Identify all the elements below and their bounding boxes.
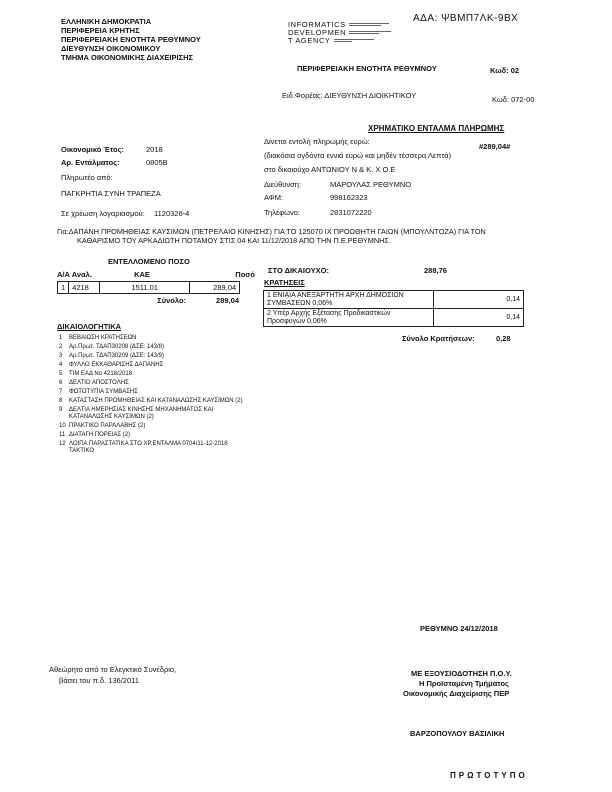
bank-name: ΠΑΓΚΡΗΤΙΑ ΣΥΝΗ ΤΡΑΠΕΖΑ: [61, 189, 161, 198]
org-line: ΕΛΛΗΝΙΚΗ ΔΗΜΟΚΡΑΤΙΑ: [61, 17, 152, 26]
purpose-line: ΚΑΘΑΡΙΣΜΟ ΤΟΥ ΑΡΚΑΔΙΩΤΗ ΠΟΤΑΜΟΥ ΣΤΙΣ 04 ΚΑΙ 11/12/2018 ΑΠΟ ΤΗΝ Π.Ε.ΡΕΘΥΜΝΗΣ.: [77, 236, 391, 245]
list-item: 5 ΤΙΜ ΕΑΔ Νο 4218/2018: [59, 371, 133, 377]
cell-kae: 1511.01: [100, 282, 190, 294]
documents-title: ΔΙΚΑΙΟΛΟΓΗΤΙΚΑ: [57, 322, 122, 331]
phone-value: 2831072220: [330, 208, 372, 217]
fiscal-year-value: 2018: [146, 145, 163, 154]
account-label: Σε χρέωση λογαριασμού:: [61, 209, 145, 218]
list-item: 4 ΦΥΛΛΟ ΕΚΚΑΘΑΡΙΣΗΣ ΔΑΠΑΝΗΣ: [59, 362, 164, 368]
address-value: ΜΑΡΟΥΛΑΣ ΡΕΘΥΜΝΟ: [330, 180, 412, 189]
list-item: 6 ΔΕΛΤΙΟ ΑΠΟΣΤΟΛΗΣ: [59, 380, 129, 386]
afm-label: ΑΦΜ:: [264, 193, 284, 202]
fiscal-year-label: Οικονομικό Έτος:: [61, 145, 124, 154]
org-line: ΔΙΕΥΘΥΝΣΗ ΟΙΚΟΝΟΜΙΚΟΥ: [61, 44, 161, 53]
org-line: ΤΜΗΜΑ ΟΙΚΟΝΟΜΙΚΗΣ ΔΙΑΧΕΙΡΙΣΗΣ: [61, 53, 194, 62]
sub-entity-code: Κωδ: 072-00: [492, 95, 535, 104]
purpose-line: Για:ΔΑΠΑΝΗ ΠΡΟΜΗΘΕΙΑΣ ΚΑΥΣΙΜΩΝ (ΠΕΤΡΕΛΑΙΟ ΚΙΝΗΣΗΣ) ΓΙΑ ΤΟ 125070 ΙΧ ΠΡΟΩΘΗΤΗ ΓΑΙΩΝ (ΜΠΟΥΛΝΤΟΖΑ) ΓΙΑ ΤΟΝ: [57, 227, 486, 236]
authorization-line1: ΜΕ ΕΞΟΥΣΙΟΔΟΤΗΣΗ Π.Ο.Υ.: [411, 669, 512, 678]
list-item: 12 ΛΟΙΠΑ ΠΑΡΑΣΤΑΤΙΚΑ ΣΤΟ ΧΡ.ΕΝΤΑΛΜΑ 0704/11-12-2018 ΤΑΚΤΙΚΟ: [59, 441, 228, 454]
list-item: 11 ΔΙΑΤΑΓΗ ΠΟΡΕΙΑΣ (2): [59, 432, 131, 438]
afm-value: 998162323: [330, 193, 368, 202]
logo-word: DEVELOPMEN: [288, 28, 347, 37]
sub-entity: Ειδ.Φορέας: ΔΙΕΥΘΥΝΣΗ ΔΙΟΙΚΗΤΙΚΟΥ: [282, 91, 417, 100]
retention-value: 0,14: [434, 291, 524, 309]
logo-word: INFORMATICS: [288, 20, 346, 29]
warrant-number-value: 0805Β: [146, 158, 168, 167]
agency-logo: [288, 21, 391, 45]
payable-label: Πληρωτέο από:: [61, 173, 113, 182]
warrant-number-label: Αρ. Εντάλματος:: [61, 158, 120, 167]
list-item: 7 ΦΩΤΟΤΥΠΙΑ ΣΥΜΒΑΣΗΣ: [59, 389, 138, 395]
place-date: ΡΕΘΥΜΝΟ 24/12/2018: [420, 624, 498, 633]
audit-note-line2: βάσει του π.δ. 136/2011: [59, 676, 139, 685]
retentions-title: ΚΡΑΤΗΣΕΙΣ: [264, 278, 305, 287]
cell-anal: 4218: [69, 282, 100, 294]
logo-fineprint-graphic: [349, 30, 391, 35]
list-item: 9 ΔΕΛΤΙΑ ΗΜΕΡΗΣΙΑΣ ΚΙΝΗΣΗΣ ΜΗΧΑΝΗΜΑΤΟΣ ΚΑΙ ΚΑΤΑΝΑΛΩΣΗΣ ΚΑΥΣΙΜΩΝ (2): [59, 407, 214, 420]
list-item: 10 ΠΡΑΚΤΙΚΟ ΠΑΡΑΛΑΒΗΣ (2): [59, 423, 146, 429]
purpose-text: [57, 227, 486, 245]
list-item: 2 Αρ.Πρωτ. ΤΔΑΠ30208 (ΔΣΕ: 143/8): [59, 344, 165, 350]
amount-rows: [57, 281, 240, 294]
unit-code: Κωδ: 02: [490, 66, 520, 75]
retentions-table: [263, 290, 524, 327]
account-value: 1120326-4: [154, 209, 190, 218]
amount-table: [57, 270, 257, 305]
total-label: Σύνολο:: [157, 296, 187, 305]
amount-table-title: ΕΝΤΕΛΛΟΜΕΝΟ ΠΟΣΟ: [108, 257, 190, 266]
logo-word: T AGENCY: [288, 36, 331, 45]
org-header: [61, 17, 201, 62]
total-value: 289,04: [216, 296, 239, 305]
creditor-name: στο δικαιούχο ΑΝΤΩΝΙΟΥ Ν & Κ. Χ Ο.Ε: [264, 165, 396, 174]
ada-code: ΑΔΑ: ΨΒΜΠ7ΛΚ-9ΒΧ: [413, 13, 519, 24]
creditor-summary-label: ΣΤΟ ΔΙΚΑΙΟΥΧΟ:: [268, 266, 329, 275]
org-line: ΠΕΡΙΦΕΡΕΙΑ ΚΡΗΤΗΣ: [61, 26, 140, 35]
payment-order-text: Δίνεται εντολή πληρωμής ευρώ:: [264, 137, 370, 146]
header-amount: Ποσό: [235, 270, 255, 279]
header-kae: ΚΑΕ: [134, 270, 150, 279]
unit-title: ΠΕΡΙΦΕΡΕΙΑΚΗ ΕΝΟΤΗΤΑ ΡΕΘΥΜΝΟΥ: [297, 64, 437, 73]
audit-note-line1: Αθεώρητο από το Ελεγκτικό Συνέδριο,: [49, 665, 177, 674]
table-row: [264, 309, 524, 327]
amount-in-words: (διακόσια ογδόντα εννιά ευρώ και μηδέν τέσσερα Λεπτά): [264, 151, 452, 160]
cell-amount: 289,04: [190, 282, 240, 294]
creditor-summary-value: 288,76: [424, 266, 447, 275]
logo-fineprint-graphic: [334, 38, 374, 43]
cell-aa: 1: [58, 282, 69, 294]
retention-value: 0,14: [434, 309, 524, 327]
payment-amount: #289,04#: [479, 142, 511, 151]
list-item: 8 ΚΑΤΑΣΤΑΣΗ ΠΡΟΜΗΘΕΙΑΣ ΚΑΙ ΚΑΤΑΝΑΛΩΣΗΣ ΚΑΥΣΙΜΩΝ (2): [59, 398, 243, 404]
retentions-total-label: Σύνολο Κρατήσεων:: [402, 334, 475, 343]
documents-list: [59, 335, 249, 457]
address-label: Διεύθυνση:: [264, 180, 302, 189]
retentions-total-value: 0,28: [496, 334, 511, 343]
authorization-line3: Οικονομικής Διαχείρισης ΠΕΡ: [403, 689, 510, 698]
document-title: ΧΡΗΜΑΤΙΚΟ ΕΝΤΑΛΜΑ ΠΛΗΡΩΜΗΣ: [368, 124, 505, 133]
authorization-line2: Η Προϊσταμένη Τμήματος: [419, 679, 509, 688]
header-aa: Α/Α Αναλ.: [57, 270, 92, 279]
list-item: 1 ΒΕΒΑΙΩΣΗ ΚΡΑΤΗΣΕΩΝ: [59, 335, 137, 341]
logo-fineprint-graphic: [349, 22, 389, 27]
phone-label: Τηλέφωνο:: [264, 208, 301, 217]
list-item: 3 Αρ.Πρωτ. ΤΔΑΠ30209 (ΔΣΕ: 143/9): [59, 353, 165, 359]
original-stamp: ΠΡΩΤΟΤΥΠΟ: [450, 771, 528, 780]
table-row: [264, 291, 524, 309]
org-line: ΠΕΡΙΦΕΡΕΙΑΚΗ ΕΝΟΤΗΤΑ ΡΕΘΥΜΝΟΥ: [61, 35, 201, 44]
retention-text: 2 Υπέρ Αρχής Εξέτασης Προδικαστικών Προσφυγών 0,06%: [264, 309, 434, 327]
retention-text: 1 ΕΝΙΑΙΑ ΑΝΕΞΑΡΤΗΤΗ ΑΡΧΗ ΔΗΜΟΣΙΩΝ ΣΥΜΒΑΣΕΩΝ 0,06%: [264, 291, 434, 309]
table-row: [58, 282, 240, 294]
signer-name: ΒΑΡΖΟΠΟΥΛΟΥ ΒΑΣΙΛΙΚΗ: [410, 729, 505, 738]
